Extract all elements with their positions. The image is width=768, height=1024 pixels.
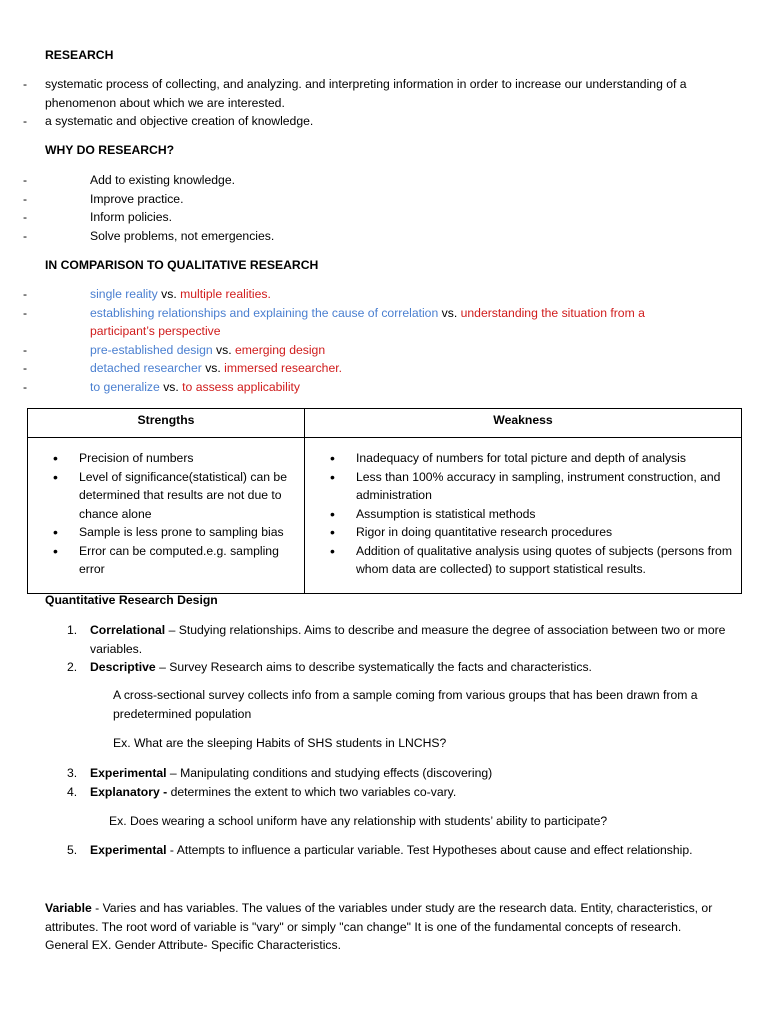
quantitative-trait: pre-established design [90,342,213,357]
design-term: Experimental [90,766,167,780]
quantitative-trait: establishing relationships and explaining the cause of correlation [90,305,439,320]
comparison-item [0,378,700,397]
list-item: • Assumption is statistical methods [305,505,741,524]
design-item [0,841,768,860]
item-number: 3. [67,766,78,780]
vs-label: vs. [216,342,232,357]
list-item: • Less than 100% accuracy in sampling, instrument construction, and administration [305,468,741,505]
list-item: - systematic process of collecting, and analyzing. and interpreting information in order to increase our understanding of a phenomenon about which we are interested. [0,75,695,112]
list-item: - Add to existing knowledge. [0,171,700,190]
comparison-heading: IN COMPARISON TO QUALITATIVE RESEARCH [45,258,319,272]
quantitative-trait: single reality [90,287,158,301]
list-item: - Solve problems, not emergencies. [0,227,700,246]
design-term: Correlational [90,623,166,637]
list-item: • Rigor in doing quantitative research procedures [305,523,741,542]
variable-paragraph [45,899,725,955]
item-number: 1. [67,623,78,637]
strengths-list [28,449,304,579]
design-item [0,764,768,783]
list-item: • Precision of numbers [28,449,304,468]
strengths-cell [28,438,305,594]
design-text: determines the extent to which two variables co-vary. [167,784,457,799]
why-heading: WHY DO RESEARCH? [45,143,175,157]
design-term: Descriptive [90,660,156,674]
design-item [0,783,768,802]
vs-label: vs. [163,379,179,394]
design-text: – Manipulating conditions and studying effects (discovering) [166,766,493,780]
item-number: 5. [67,843,78,857]
vs-label: vs. [161,287,177,301]
qualitative-trait: understanding the situation from a participant’s perspective [90,305,645,338]
design-text: – Studying relationships. Aims to describe and measure the degree of association between two or more variables. [90,623,726,656]
design-term: Explanatory - [90,784,168,799]
list-item: • Sample is less prone to sampling bias [28,523,304,542]
comparison-item [0,285,700,304]
item-number: 4. [67,784,78,799]
vs-label: vs. [205,361,221,375]
qualitative-trait: immersed researcher. [224,361,343,375]
list-item: - a systematic and objective creation of knowledge. [0,112,695,131]
weakness-list [305,449,741,579]
weakness-header: Weakness [305,409,742,438]
list-item: • Error can be computed.e.g. sampling error [28,542,304,579]
item-number: 2. [67,660,78,674]
explanatory-example: Ex. Does wearing a school uniform have any relationship with students’ ability to participate? [109,814,608,828]
comparison-item [0,341,700,360]
list-item: - Inform policies. [0,208,700,227]
quantitative-trait: to generalize [90,379,160,394]
list-item: • Addition of qualitative analysis using quotes of subjects (persons from whom data are collected) to support statistical results. [305,542,741,579]
table-header-row [28,409,742,438]
list-item: - Improve practice. [0,190,700,209]
design-list-c [0,841,768,860]
why-list [0,171,700,245]
design-heading: Quantitative Research Design [45,593,218,607]
list-item: • Level of significance(statistical) can be determined that results are not due to chance alone [28,468,304,524]
comparison-list [0,285,700,396]
list-item: • Inadequacy of numbers for total picture and depth of analysis [305,449,741,468]
qualitative-trait: multiple realities. [180,287,271,301]
research-heading: RESEARCH [45,48,114,62]
design-item [0,658,768,677]
design-text: – Survey Research aims to describe systematically the facts and characteristics. [155,660,592,674]
strengths-weakness-table [27,408,742,594]
design-item [0,621,768,658]
descriptive-example: Ex. What are the sleeping Habits of SHS students in LNCHS? [113,736,447,750]
comparison-item [0,304,700,341]
research-definition-list [45,75,695,131]
strengths-header: Strengths [28,409,305,438]
design-list-b [0,764,768,801]
qualitative-trait: emerging design [235,342,326,357]
table-row [28,438,742,594]
design-term: Experimental [90,843,167,857]
qualitative-trait: to assess applicability [182,379,301,394]
variable-text: - Varies and has variables. The values of the variables under study are the research data. Entity, characteristics, or attributes. The root word of variable is "vary" or simply "can change" It is one of the fundamental concepts of research. General EX. Gender Attribute- Specific Characteristics. [45,901,713,952]
descriptive-paragraph: A cross-sectional survey collects info from a sample coming from various groups that has been drawn from a predetermined population [113,688,698,721]
vs-label: vs. [441,305,458,320]
quantitative-trait: detached researcher [90,361,202,375]
design-list-a [0,621,768,677]
weakness-cell [305,438,742,594]
comparison-item [0,359,700,378]
design-text: - Attempts to influence a particular variable. Test Hypotheses about cause and effect relationship. [166,843,693,857]
variable-term: Variable [45,901,92,915]
